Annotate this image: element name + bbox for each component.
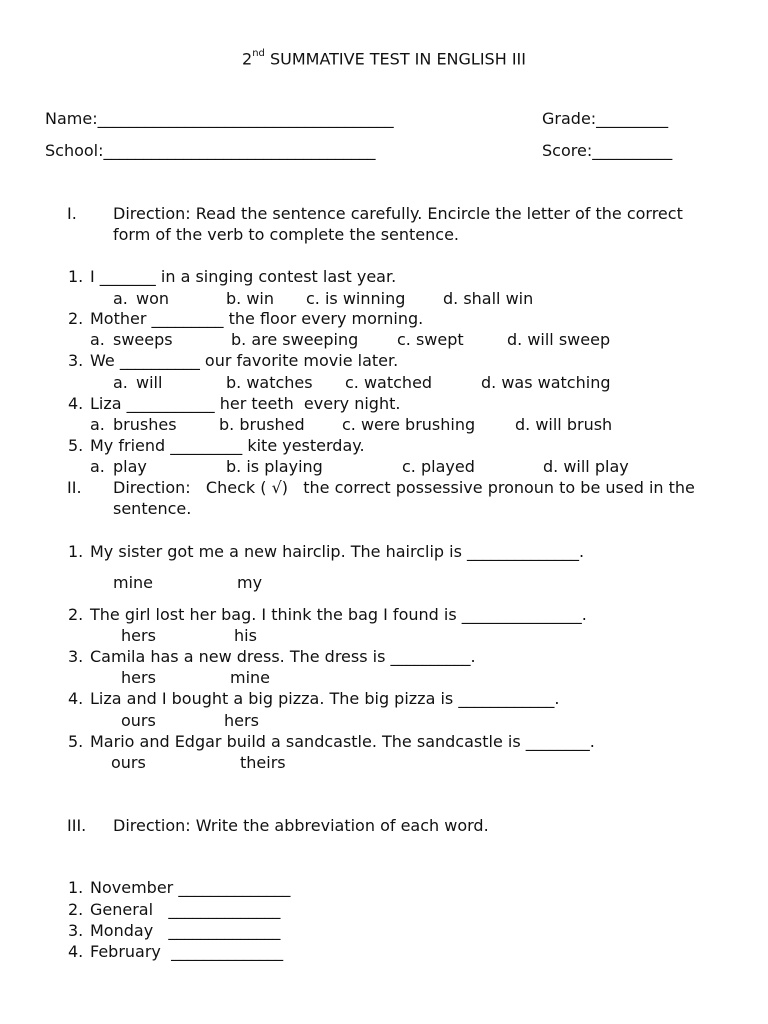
question-text: We __________ our favorite movie later. bbox=[90, 351, 399, 370]
question-number: 4. bbox=[68, 942, 84, 961]
choice-a[interactable]: will bbox=[136, 373, 163, 392]
choice-c[interactable]: c. watched bbox=[345, 373, 433, 392]
question-text: Liza and I bought a big pizza. The big pizza is ____________. bbox=[90, 689, 560, 708]
question-number: 4. bbox=[68, 689, 84, 708]
pronoun-option[interactable]: my bbox=[237, 573, 263, 592]
abbreviation-item[interactable]: Monday ______________ bbox=[90, 921, 281, 940]
choice-d[interactable]: d. was watching bbox=[481, 373, 611, 392]
section-2-numeral: II. bbox=[67, 478, 82, 497]
question-number: 3. bbox=[68, 647, 84, 666]
abbreviation-item[interactable]: November ______________ bbox=[90, 878, 291, 897]
question-number: 2. bbox=[68, 900, 84, 919]
question-text: Liza ___________ her teeth every night. bbox=[90, 394, 401, 413]
question-text: My friend _________ kite yesterday. bbox=[90, 436, 365, 455]
pronoun-option[interactable]: mine bbox=[230, 668, 271, 687]
section-1-numeral: I. bbox=[67, 204, 77, 223]
question-number: 4. bbox=[68, 394, 84, 413]
school-field[interactable]: School:__________________________________ bbox=[45, 141, 376, 160]
choice-d[interactable]: d. will sweep bbox=[507, 330, 611, 349]
choice-letter[interactable]: a. bbox=[90, 415, 105, 434]
grade-field[interactable]: Grade:_________ bbox=[542, 109, 669, 128]
pronoun-option[interactable]: ours bbox=[111, 753, 146, 772]
choice-b[interactable]: b. is playing bbox=[226, 457, 323, 476]
question-text: My sister got me a new hairclip. The hairclip is ______________. bbox=[90, 542, 585, 561]
pronoun-option[interactable]: mine bbox=[113, 573, 154, 592]
choice-a[interactable]: sweeps bbox=[113, 330, 173, 349]
choice-a[interactable]: won bbox=[136, 289, 170, 308]
choice-letter[interactable]: a. bbox=[90, 330, 105, 349]
question-number: 5. bbox=[68, 732, 84, 751]
question-number: 3. bbox=[68, 921, 84, 940]
section-2-direction-line-2: sentence. bbox=[113, 499, 192, 518]
question-number: 1. bbox=[68, 267, 84, 286]
page-title: 2nd SUMMATIVE TEST IN ENGLISH III bbox=[242, 48, 526, 69]
choice-c[interactable]: c. were brushing bbox=[342, 415, 476, 434]
abbreviation-item[interactable]: February ______________ bbox=[90, 942, 284, 961]
choice-c[interactable]: c. swept bbox=[397, 330, 464, 349]
pronoun-option[interactable]: hers bbox=[121, 668, 156, 687]
question-number: 1. bbox=[68, 542, 84, 561]
choice-letter[interactable]: a. bbox=[90, 457, 105, 476]
question-text: The girl lost her bag. I think the bag I found is _______________. bbox=[90, 605, 587, 624]
abbreviation-item[interactable]: General ______________ bbox=[90, 900, 281, 919]
section-3-numeral: III. bbox=[67, 816, 87, 835]
choice-letter[interactable]: a. bbox=[113, 373, 128, 392]
choice-a[interactable]: brushes bbox=[113, 415, 177, 434]
pronoun-option[interactable]: hers bbox=[121, 626, 156, 645]
name-field[interactable]: Name:_____________________________________ bbox=[45, 109, 394, 128]
question-text: Mother _________ the floor every morning. bbox=[90, 309, 424, 328]
question-number: 1. bbox=[68, 878, 84, 897]
section-2-direction-line-1: Direction: Check ( √) the correct possessive pronoun to be used in the bbox=[113, 478, 695, 497]
question-text: Mario and Edgar build a sandcastle. The sandcastle is ________. bbox=[90, 732, 595, 751]
question-text: I _______ in a singing contest last year. bbox=[90, 267, 397, 286]
choice-b[interactable]: b. watches bbox=[226, 373, 313, 392]
choice-d[interactable]: d. shall win bbox=[443, 289, 534, 308]
choice-d[interactable]: d. will play bbox=[543, 457, 629, 476]
section-1-direction-line-1: Direction: Read the sentence carefully. Encircle the letter of the correct bbox=[113, 204, 683, 223]
choice-b[interactable]: b. brushed bbox=[219, 415, 305, 434]
choice-a[interactable]: play bbox=[113, 457, 147, 476]
section-1-direction-line-2: form of the verb to complete the sentence. bbox=[113, 225, 459, 244]
question-number: 3. bbox=[68, 351, 84, 370]
question-text: Camila has a new dress. The dress is __________. bbox=[90, 647, 476, 666]
choice-letter[interactable]: a. bbox=[113, 289, 128, 308]
pronoun-option[interactable]: his bbox=[234, 626, 257, 645]
question-number: 2. bbox=[68, 605, 84, 624]
score-field[interactable]: Score:__________ bbox=[542, 141, 673, 160]
pronoun-option[interactable]: ours bbox=[121, 711, 156, 730]
choice-b[interactable]: b. are sweeping bbox=[231, 330, 359, 349]
pronoun-option[interactable]: hers bbox=[224, 711, 259, 730]
section-3-direction: Direction: Write the abbreviation of each word. bbox=[113, 816, 489, 835]
choice-c[interactable]: c. is winning bbox=[306, 289, 406, 308]
question-number: 5. bbox=[68, 436, 84, 455]
pronoun-option[interactable]: theirs bbox=[240, 753, 286, 772]
question-number: 2. bbox=[68, 309, 84, 328]
choice-c[interactable]: c. played bbox=[402, 457, 475, 476]
choice-d[interactable]: d. will brush bbox=[515, 415, 613, 434]
choice-b[interactable]: b. win bbox=[226, 289, 274, 308]
